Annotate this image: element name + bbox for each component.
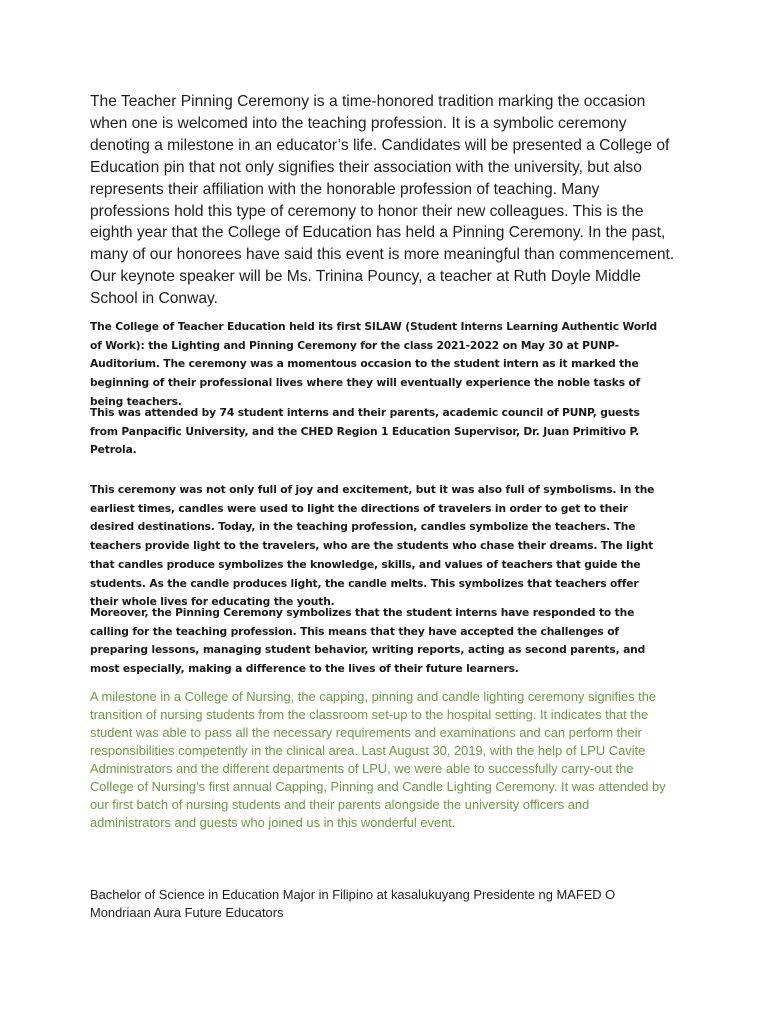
nursing-paragraph: A milestone in a College of Nursing, the capping, pinning and candle lighting ceremony signifies the transition of nursing students from the classroom set-up to the hospital setting. It indicates that the student was able to pass all the necessary requirements and examinations and can perform their responsibilities competently in the clinical area. Last August 30, 2019, with the help of LPU Cavite Administrators and the different departments of LPU, we were able to successfully carry-out the College of Nursing’s first annual Capping, Pinning and Candle Lighting Ceremony. It was attended by our first batch of nursing students and their parents alongside the university officers and administrators and guests who joined us in this wonderful event. xyxy=(90,689,666,830)
intro-paragraph: The Teacher Pinning Ceremony is a time-honored tradition marking the occasion when one is welcomed into the teaching profession. It is a symbolic ceremony denoting a milestone in an educator’s life. Candidates will be presented a College of Education pin that not only signifies their association with the university, but also represents their affiliation with the honorable profession of teaching. Many professions hold this type of ceremony to honor their new colleagues. This is the eighth year that the College of Education has held a Pinning Ceremony. In the past, many of our honorees have said this event is more meaningful than commencement. Our keynote speaker will be Ms. Trinina Pouncy, a teacher at Ruth Doyle Middle School in Conway. xyxy=(90,93,675,308)
symbolism-paragraph: This ceremony was not only full of joy and excitement, but it was also full of symbolisms. In the earliest times, candles were used to light the directions of travelers in order to get to their desired destinations. Today, in the teaching profession, candles symbolize the teachers. The teachers provide light to the travelers, who are the students who chase their dreams. The light that candles produce symbolizes the knowledge, skills, and values of teachers that guide the students. As the candle produces light, the candle melts. This symbolizes that teachers offer their whole lives for educating the youth. xyxy=(90,483,655,609)
pinning-paragraph: Moreover, the Pinning Ceremony symbolizes that the student interns have responded to the calling for the teaching profession. This means that they have accepted the challenges of preparing lessons, managing student behavior, writing reports, acting as second parents, and most especially, making a difference to the lives of their future learners. xyxy=(90,606,646,676)
silaw-paragraph: The College of Teacher Education held its first SILAW (Student Interns Learning Authentic World of Work): the Lighting and Pinning Ceremony for the class 2021-2022 on May 30 at PUNP-Auditorium. The ceremony was a momentous occasion to the student intern as it marked the beginning of their professional lives where they will eventually experience the noble tasks of being teachers. xyxy=(90,320,658,408)
attendance-paragraph: This was attended by 74 student interns and their parents, academic council of PUNP, guests from Panpacific University, and the CHED Region 1 Education Supervisor, Dr. Juan Primitivo P. Petrola. xyxy=(90,406,640,457)
document-page xyxy=(90,0,675,1024)
footer-paragraph: Bachelor of Science in Education Major in Filipino at kasalukuyang Presidente ng MAFED O Mondriaan Aura Future Educators xyxy=(90,887,616,920)
